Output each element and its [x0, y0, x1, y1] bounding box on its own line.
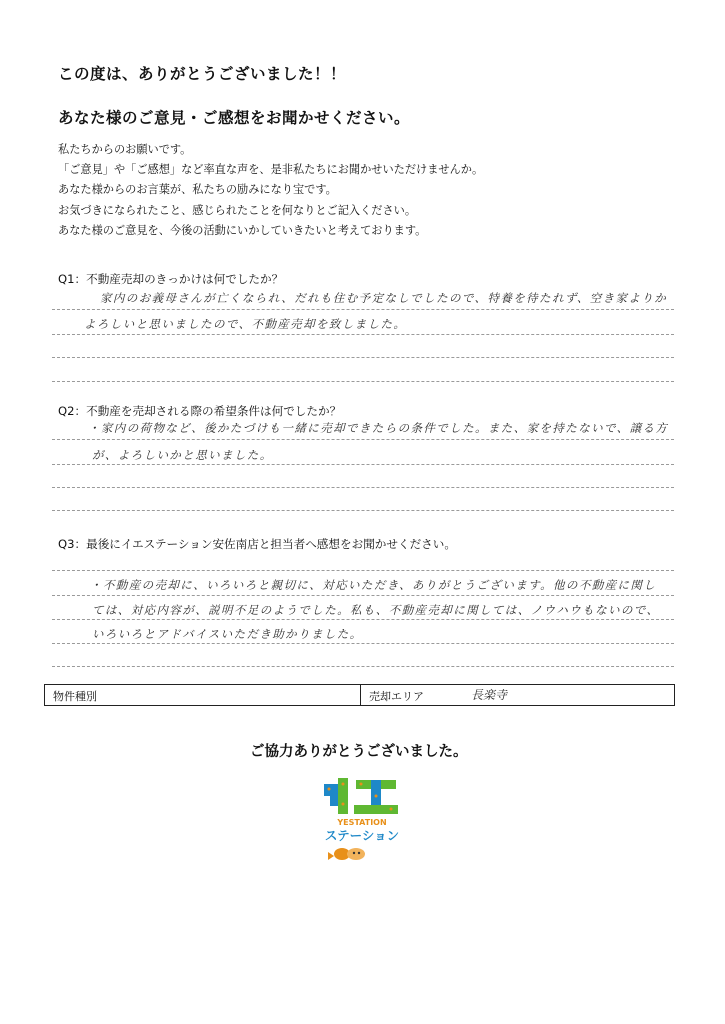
question-2-answer-line: ・家内の荷物など、後かたづけも一緒に売却できたらの条件でした。また、家を持たないで、譲る方	[88, 421, 669, 435]
title-thanks: この度は、ありがとうございました！！	[58, 65, 347, 83]
sale-area-value: 長楽寺	[471, 688, 508, 702]
writing-line	[52, 643, 674, 644]
yestation-logo	[320, 774, 404, 866]
question-3-label: Q3：最後にイエステーション安佐南店と担当者へ感想をお聞かせください。	[58, 537, 456, 551]
writing-line	[52, 381, 674, 382]
logo-text-jp: ステーション	[324, 828, 400, 843]
intro-line: あなた様からのお言葉が、私たちの励みになり宝です。	[58, 183, 337, 197]
logo-mark-e	[354, 780, 398, 814]
question-1-label: Q1：不動産売却のきっかけは何でしたか？	[58, 272, 284, 286]
logo-text-en: YESTATION	[337, 818, 387, 827]
property-type-label: 物件種別	[53, 690, 97, 703]
writing-line	[52, 309, 674, 310]
property-type-cell	[45, 685, 361, 705]
writing-line	[52, 570, 674, 571]
intro-line: 私たちからのお願いです。	[58, 143, 192, 156]
writing-line	[52, 487, 674, 488]
question-1-answer-line: 家内のお義母さんが亡くなられ、だれも住む予定なしでしたので、特養を待たれず、空き家よりか	[100, 291, 668, 305]
property-table	[44, 684, 675, 706]
writing-line	[52, 510, 674, 511]
question-3-answer-line: ては、対応内容が、説明不足のようでした。私も、不動産売却に関しては、ノウハウもないので、	[92, 603, 660, 617]
question-3-answer-line: ・不動産の売却に、いろいろと親切に、対応いただき、ありがとうございます。他の不動産に関し	[90, 578, 657, 592]
sale-area-cell	[361, 685, 674, 705]
question-2-label: Q2：不動産を売却される際の希望条件は何でしたか？	[58, 404, 342, 418]
logo-mascot-icon	[328, 848, 365, 860]
title-request: あなた様のご意見・ご感想をお聞かせください。	[58, 109, 411, 127]
sale-area-label: 売却エリア	[369, 690, 424, 703]
intro-line: お気づきになられたこと、感じられたことを何なりとご記入ください。	[58, 203, 417, 217]
logo-mark-i	[324, 778, 348, 814]
writing-line	[52, 666, 674, 667]
intro-line: あなた様のご意見を、今後の活動にいかしていきたいと考えております。	[58, 223, 427, 237]
intro-text	[58, 140, 483, 241]
writing-line	[52, 464, 674, 465]
question-3-answer-line: いろいろとアドバイスいただき助かりました。	[92, 627, 363, 641]
writing-line	[52, 439, 674, 440]
closing-thanks: ご協力ありがとうございました。	[250, 744, 468, 760]
writing-line	[52, 595, 674, 596]
writing-line	[52, 619, 674, 620]
writing-line	[52, 357, 674, 358]
writing-line	[52, 334, 674, 335]
question-2-answer-line: が、よろしいかと思いました。	[92, 448, 273, 462]
intro-line: 「ご意見」や「ご感想」など率直な声を、是非私たちにお聞かせいただけませんか。	[58, 163, 484, 177]
question-1-answer-line: よろしいと思いましたので、不動産売却を致しました。	[84, 317, 407, 331]
